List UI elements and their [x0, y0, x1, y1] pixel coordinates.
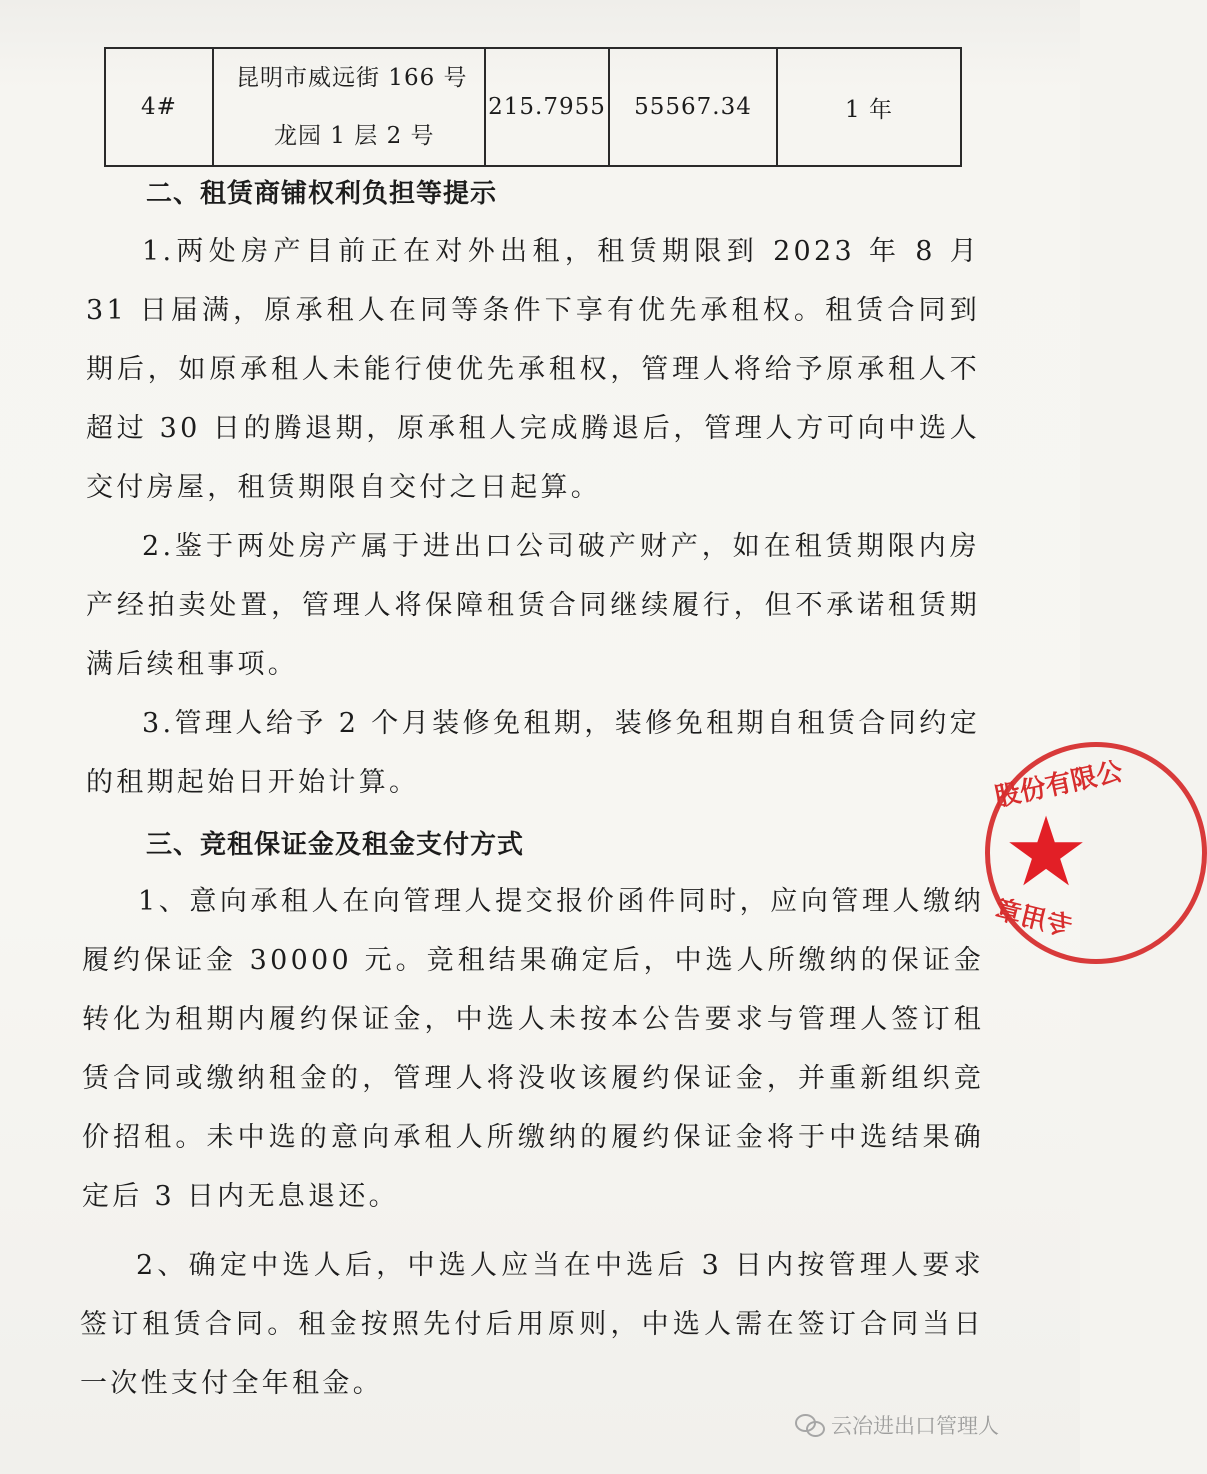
seal-bottom-text: 专用章 [991, 894, 1075, 943]
star-icon: ★ [1003, 796, 1090, 908]
property-table [104, 47, 962, 167]
section-2-paragraph-3: 3.管理人给予 2 个月装修免租期，装修免租期自租赁合同约定的租期起始日开始计算。 [86, 708, 980, 798]
address-line-1: 昆明市威远街 166 号 [236, 65, 468, 91]
section-2-heading: 二、租赁商铺权利负担等提示 [146, 179, 498, 209]
property-area: 215.7955 [485, 48, 609, 166]
property-price: 55567.34 [609, 48, 777, 166]
company-seal [985, 742, 1205, 962]
lease-term: 1 年 [777, 48, 961, 166]
section-3-paragraph-1: 1、意向承租人在向管理人提交报价函件同时，应向管理人缴纳履约保证金 30000 元。竞租结果确定后，中选人所缴纳的保证金转化为租期内履约保证金，中选人未按本公告要求与管理人签订租赁合同或缴纳租金的，管理人将没收该履约保证金，并重新组织竞价招租。未中选的意向承租人所缴纳的履约保证金将于中选结果确定后 3 日内无息退还。 [82, 886, 984, 1212]
watermark [795, 1410, 999, 1440]
section-3-paragraph-2: 2、确定中选人后，中选人应当在中选后 3 日内按管理人要求签订租赁合同。租金按照先付后用原则，中选人需在签订合同当日一次性支付全年租金。 [80, 1250, 984, 1399]
section-2-paragraph-2: 2.鉴于两处房产属于进出口公司破产财产，如在租赁期限内房产经拍卖处置，管理人将保障租赁合同继续履行，但不承诺租赁期满后续租事项。 [86, 531, 980, 680]
property-number: 4# [105, 48, 213, 166]
property-address [213, 48, 485, 166]
address-line-2: 龙园 1 层 2 号 [274, 123, 435, 149]
section-3-heading: 三、竞租保证金及租金支付方式 [146, 830, 525, 860]
wechat-icon [795, 1414, 825, 1436]
watermark-text: 云冶进出口管理人 [831, 1414, 999, 1438]
table-row [105, 48, 961, 166]
section-2-paragraph-1: 1.两处房产目前正在对外出租，租赁期限到 2023 年 8 月 31 日届满，原承租人在同等条件下享有优先承租权。租赁合同到期后，如原承租人未能行使优先承租权，管理人将给予原承租人不超过 30 日的腾退期，原承租人完成腾退后，管理人方可向中选人交付房屋，租赁期限自交付之日起算。 [86, 236, 980, 503]
seal-top-text: 股份有限公 [991, 756, 1126, 814]
